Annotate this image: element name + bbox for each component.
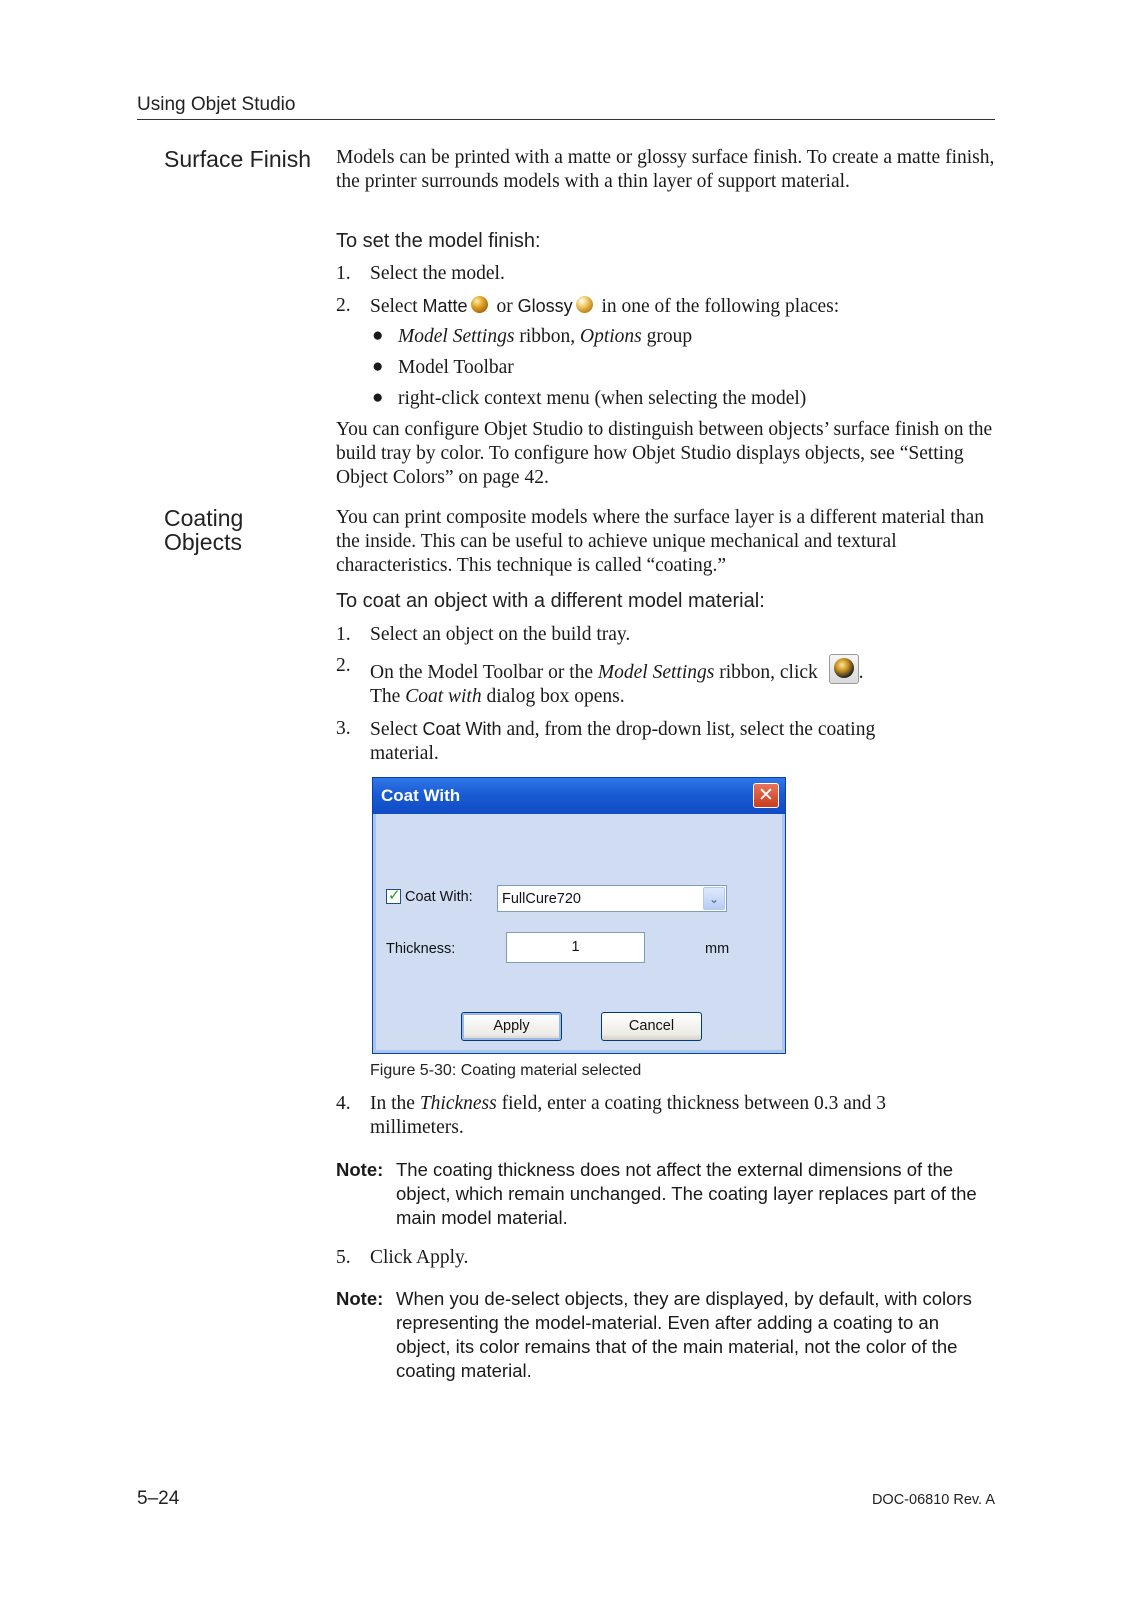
result-prefix: The	[370, 686, 406, 707]
section-title-line1: Coating	[164, 505, 244, 531]
step-number: 1.	[336, 263, 351, 284]
step-text-prefix: On the Model Toolbar or the	[370, 662, 598, 683]
italic-coat-with: Coat with	[405, 686, 482, 707]
bullet-text	[398, 325, 692, 349]
figure-caption: Figure 5-30: Coating material selected	[370, 1062, 642, 1079]
matte-ui-label: Matte	[422, 296, 468, 316]
step-text-rest: and, from the drop-down list, select the coating	[501, 719, 876, 740]
italic-model-settings: Model Settings	[597, 662, 715, 683]
material-dropdown[interactable]	[497, 885, 727, 912]
running-header: Using Objet Studio	[137, 94, 296, 115]
close-icon[interactable]: ✕	[753, 783, 779, 808]
bullet-text: Model Toolbar	[398, 357, 514, 378]
step-number: 2.	[336, 295, 351, 316]
surface-finish-closing: You can configure Objet Studio to distinguish between objects’ surface finish on the build tray by color. To configure how Objet Studio displays objects, see “Setting Object Colors” on page 42.	[336, 419, 993, 488]
italic-options: Options	[580, 326, 642, 347]
step-text	[370, 654, 990, 685]
apply-button[interactable]: Apply	[461, 1012, 562, 1041]
step-text-rest: field, enter a coating thickness between 0.3 and 3	[496, 1093, 887, 1114]
dialog-titlebar	[373, 778, 785, 814]
step-text-line2: material.	[370, 743, 439, 764]
dialog-client-area	[376, 814, 782, 1050]
page-number: 5–24	[137, 1488, 180, 1509]
italic-thickness: Thickness	[419, 1093, 497, 1114]
section-title-line2: Objects	[164, 529, 242, 555]
coat-ball-icon	[834, 658, 854, 678]
surface-finish-intro: Models can be printed with a matte or glossy surface finish. To create a matte finish, the printer surrounds models with a thin layer of support material.	[336, 147, 995, 192]
step-text	[370, 717, 990, 766]
step-text	[370, 685, 990, 709]
coat-with-checkbox[interactable]	[386, 886, 401, 904]
step-text-prefix: Select	[370, 296, 423, 317]
bullet-text: right-click context menu (when selecting the model)	[398, 388, 807, 409]
cancel-button[interactable]: Cancel	[601, 1012, 702, 1041]
italic-model-settings: Model Settings	[398, 326, 515, 347]
step-text: Select an object on the build tray.	[370, 624, 631, 645]
section-title-coating-objects	[164, 506, 243, 554]
thickness-value: 1	[571, 939, 580, 955]
coating-subhead: To coat an object with a different model material:	[336, 590, 765, 612]
step-text-line2: millimeters.	[370, 1117, 464, 1138]
matte-ball-icon	[471, 296, 488, 313]
note-text: The coating thickness does not affect the external dimensions of the object, which remain unchanged. The coating layer replaces part of the main model material.	[396, 1159, 977, 1228]
step-text-or: or	[491, 296, 518, 317]
step-text: Select the model.	[370, 263, 505, 284]
thickness-label: Thickness:	[386, 941, 456, 957]
bullet-dot-icon: ●	[372, 387, 384, 408]
step-text-suffix: ribbon, click	[714, 662, 823, 683]
note-text: When you de-select objects, they are displayed, by default, with colors representing the model-material. Even after adding a coating to an object, its color remains that of the main material, not the color of the coating material.	[396, 1288, 972, 1381]
surface-finish-subhead: To set the model finish:	[336, 230, 541, 252]
bullet-text-end: group	[641, 326, 693, 347]
step-text-prefix: Select	[370, 719, 423, 740]
bullet-text-mid: ribbon,	[514, 326, 580, 347]
step-text-suffix: in one of the following places:	[596, 296, 840, 317]
thickness-unit: mm	[705, 941, 730, 957]
coat-with-button-icon	[829, 654, 859, 684]
coat-with-dialog	[372, 777, 786, 1054]
bullet-dot-icon: ●	[372, 325, 384, 346]
step-number: 1.	[336, 624, 351, 645]
result-suffix: dialog box opens.	[481, 686, 625, 707]
glossy-ui-label: Glossy	[517, 296, 573, 316]
coating-intro: You can print composite models where the surface layer is a different material than the inside. This can be useful to achieve unique mechanical and textural characteristics. This technique is called “coating.”	[336, 507, 984, 576]
coat-with-ui-label: Coat With	[422, 719, 502, 739]
chevron-down-icon[interactable]: ⌄	[703, 887, 725, 910]
step-text: Click Apply.	[370, 1247, 469, 1268]
step-number: 4.	[336, 1093, 351, 1114]
checkmark-icon: ✓	[388, 886, 401, 904]
doc-id: DOC-06810 Rev. A	[871, 1492, 995, 1508]
note-label: Note:	[336, 1288, 384, 1309]
material-dropdown-value: FullCure720	[502, 891, 581, 907]
bullet-dot-icon: ●	[372, 356, 384, 377]
step-number: 5.	[336, 1247, 351, 1268]
section-title-surface-finish: Surface Finish	[164, 146, 312, 172]
glossy-ball-icon	[576, 296, 593, 313]
coat-with-label: Coat With:	[405, 889, 473, 905]
step-text	[370, 294, 990, 319]
step-text	[370, 1092, 990, 1140]
thickness-input[interactable]	[506, 932, 645, 963]
step-number: 2.	[336, 655, 351, 676]
dialog-title: Coat With	[381, 786, 461, 805]
step-number: 3.	[336, 718, 351, 739]
note-label: Note:	[336, 1159, 384, 1180]
header-rule	[137, 119, 995, 120]
step-text-end: .	[858, 662, 864, 683]
step-text-prefix: In the	[370, 1093, 420, 1114]
